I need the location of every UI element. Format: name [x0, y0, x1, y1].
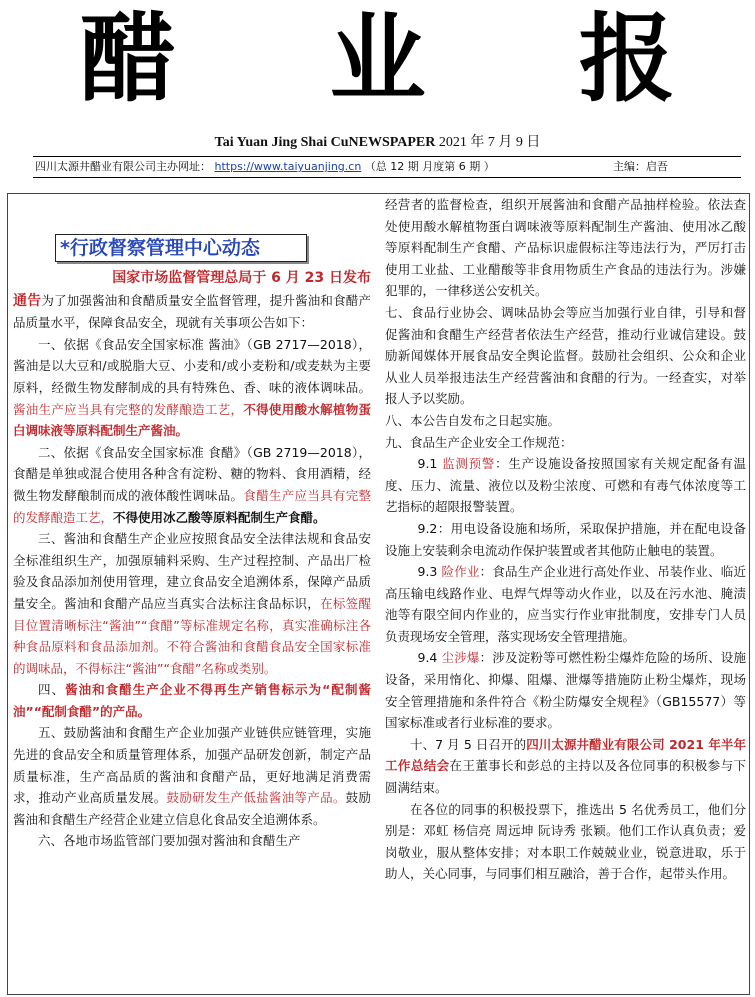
item-4: 四、酱油和食醋生产企业不得再生产销售标示为“配制酱油”“配制食醋”的产品。 — [13, 682, 371, 719]
masthead — [0, 0, 755, 118]
notice-intro: 通告为了加强酱油和食醋质量安全监督管理，提升酱油和食醋产品质量水平，保障食品安全，现就有关事项公告如下： — [13, 292, 371, 331]
editor: 主编：启吾 — [613, 160, 668, 173]
subtitle-line — [0, 134, 755, 152]
item-9-4: 9.4 尘涉爆：涉及淀粉等可燃性粉尘爆炸危险的场所、设施设备，采用惰化、抑爆、阻爆、泄爆等措施防止粉尘爆炸，现场安全管理措施和条件符合《粉尘防爆安全规程》（GB15577）等国家标准或者行业标准的要求。 — [385, 650, 746, 731]
top-rule — [33, 156, 741, 157]
item-11: 在各位的同事的积极投票下，推选出 5 名优秀员工，他们分别是：邓虹 杨信亮 周远坤 阮诗秀 张颖。他们工作认真负责；爱岗敬业，服从整体安排；对本职工作兢兢业业，锐意进取，乐于助人，关心同事，与同事们相互融洽，善于合作，起带头作用。 — [385, 801, 746, 882]
notice-label: 通告 — [13, 292, 42, 309]
item-6-start: 六、各地市场监管部门要加强对酱油和食醋生产 — [38, 833, 301, 849]
newspaper-title: 醋 业 报 — [80, 2, 735, 115]
item-9: 九、食品生产企业安全工作规范： — [385, 434, 573, 450]
item-6-end: 经营者的监督检查，组织开展酱油和食醋产品抽样检验。依法查处使用酸水解植物蛋白调味液等原料配制生产酱油、使用冰乙酸等原料配制生产食醋、产品标识虚假标注等违法行为，严厉打击使用工业盐、工业醋酸等非食用物质生产食品的违法行为。涉嫌犯罪的，一律移送公安机关。 — [385, 197, 746, 299]
item-3: 三、酱油和食醋生产企业应按照食品安全法律法规和食品安全标准组织生产，加强原辅料采购、生产过程控制、产品出厂检验及食品添加剂使用管理，建立食品安全追溯体系，保障产品质量安全。酱油和食醋产品应当真实合法标注食品标识，在标签醒目位置清晰标注“酱油”“食醋”等标准规定名称，真实准确标注各种食品原料和食品添加剂。不符合酱油和食醋食品安全国家标准的调味品，不得标注“酱油”“食醋”名称或类别。 — [13, 531, 371, 676]
item-5: 五、鼓励酱油和食醋生产企业加强产业链供应链管理，实施先进的食品安全和质量管理体系，加强产品研发创新，制定产品质量标准，生产高品质的酱油和食醋产品，更好地满足消费需求，推动产业高质量发展。鼓励研发生产低盐酱油等产品。鼓励酱油和食醋生产经营企业建立信息化食品安全追溯体系。 — [13, 725, 371, 827]
issue-info — [35, 159, 741, 175]
site-label: 网址： — [178, 160, 211, 173]
item-1: 一、依据《食品安全国家标准 酱油》（GB 2717—2018），酱油是以大豆和/或脱脂大豆、小麦和/或小麦粉和/或麦麸为主要原料，经微生物发酵制成的具有特殊色、香、味的液体调味品。酱油生产应当具有完整的发酵酿造工艺，不得使用酸水解植物蛋白调味液等原料配制生产酱油。 — [13, 336, 371, 439]
website-link[interactable]: https://www.taiyuanjing.cn — [214, 160, 362, 173]
item-9-3: 9.3 险作业：食品生产企业进行高处作业、吊装作业、临近高压输电线路作业、电焊气焊等动火作业，以及在污水池、腌渍池等有限空间内作业的，应当实行作业审批制度，安排专门人员负责现场安全管理，落实现场安全管理措施。 — [385, 564, 746, 644]
english-name: Tai Yuan Jing Shai CuNEWSPAPER — [214, 135, 436, 150]
item-9-2: 9.2：用电设备设施和场所，采取保护措施，并在配电设备设施上安装剩余电流动作保护装置或者其他防止触电的装置。 — [385, 520, 746, 558]
issue-number: （总 12 期 月度第 6 期 ） — [364, 160, 495, 173]
item-10: 十、7 月 5 日召开的四川太源井醋业有限公司 2021 年半年工作总结会在王董事长和彭总的主持以及各位同事的积极参与下圆满结束。 — [385, 736, 747, 796]
item-8: 八、本公告自发布之日起实施。 — [385, 412, 561, 428]
item-2: 二、依据《食品安全国家标准 食醋》（GB 2719—2018），食醋是单独或混合使用各种含有淀粉、糖的物料、食用酒精，经微生物发酵酿制而成的液体酸性调味品。食醋生产应当具有完整的发酵酿造工艺，不得使用冰乙酸等原料配制生产食醋。 — [13, 444, 371, 525]
right-column — [385, 194, 746, 885]
section-title: *行政督察管理中心动态 — [55, 234, 307, 262]
item-9-1: 9.1 监测预警：生产设施设备按照国家有关规定配备有温度、压力、流量、液位以及粉尘浓度、可燃和有毒气体浓度等工艺指标的超限报警装置。 — [385, 456, 746, 515]
item-7: 七、食品行业协会、调味品协会等应当加强行业自律，引导和督促酱油和食醋生产经营者依法生产经营，推动行业诚信建设。鼓励新闻媒体开展食品安全舆论监督。鼓励社会组织、公众和企业从业人员举报违法生产经营酱油和食醋的行为。一经查实，对举报人予以奖励。 — [385, 304, 746, 407]
bottom-rule — [33, 177, 741, 178]
left-column — [13, 194, 371, 852]
publisher: 四川太源井醋业有限公司主办 — [35, 160, 178, 173]
headline: 国家市场监督管理总局于 6 月 23 日发布 — [112, 270, 371, 286]
issue-date: 2021 年 7 月 9 日 — [438, 135, 541, 150]
